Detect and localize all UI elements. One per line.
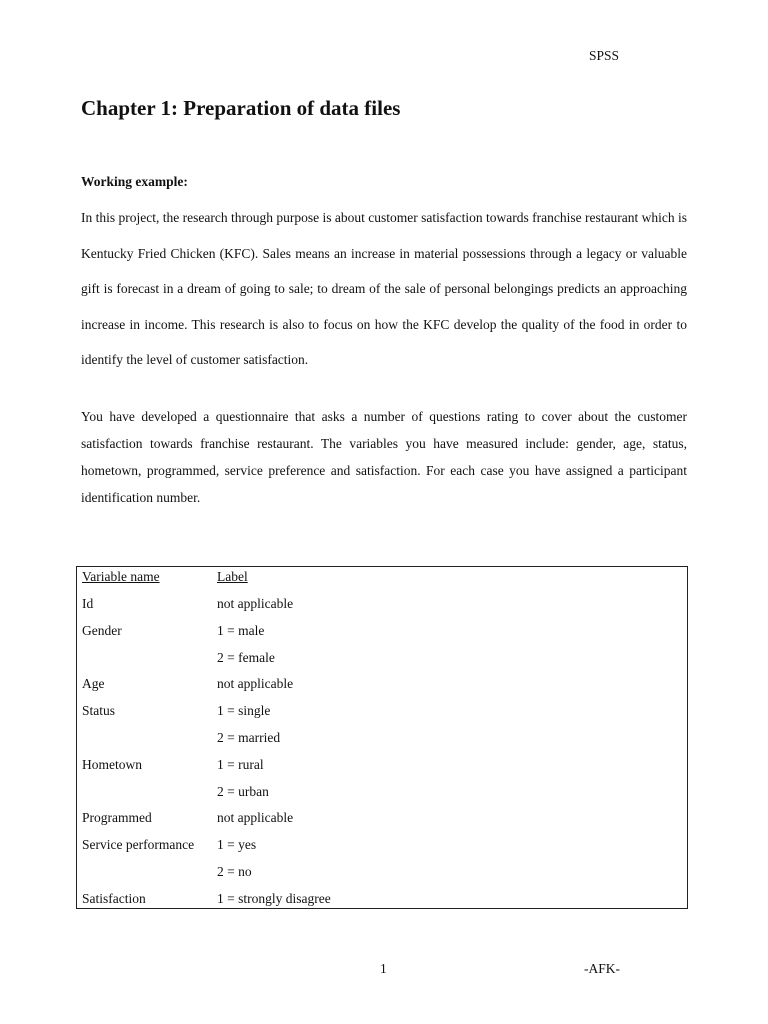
- header-label: Label: [217, 569, 248, 584]
- variable-name-cell: Gender: [82, 622, 122, 638]
- intro-paragraph: In this project, the research through purpose is about customer satisfaction towards franchise restaurant which is Kentucky Fried Chicken (KFC). Sales means an increase in material possessions through a legacy or valuable gift is forecast in a dream of going to sale; to dream of the sale of personal belongings predicts an approaching increase in income. This research is also to focus on how the KFC develop the quality of the food in order to identify the level of customer satisfaction.: [81, 210, 687, 368]
- variable-name-cell: Hometown: [82, 756, 142, 772]
- working-example-heading: Working example:: [81, 174, 188, 189]
- questionnaire-paragraph: You have developed a questionnaire that asks a number of questions rating to cover about the customer satisfaction towards franchise restaurant. The variables you have measured include: gender, age, status, hometown, programmed, service preference and satisfaction. For each case you have assigned a participant identification number.: [81, 409, 687, 505]
- variable-label-cell: 2 = urban: [217, 783, 269, 799]
- chapter-title: Chapter 1: Preparation of data files: [81, 96, 401, 120]
- variable-label-cell: 2 = female: [217, 649, 275, 665]
- variable-name-cell: Satisfaction: [82, 890, 146, 906]
- variable-name-cell: Id: [82, 596, 94, 611]
- variable-name-cell: Age: [82, 676, 105, 692]
- page-number: 1: [380, 961, 387, 976]
- variable-name-cell: Programmed: [82, 810, 152, 826]
- variable-label-cell: 2 = married: [217, 730, 281, 745]
- header-variable-name: Variable name: [82, 569, 160, 584]
- variable-label-cell: 1 = yes: [217, 837, 257, 853]
- variable-label-cell: 1 = single: [217, 703, 271, 719]
- variable-label-cell: 1 = rural: [217, 756, 264, 772]
- variable-label-cell: 2 = no: [217, 864, 252, 879]
- variable-label-cell: not applicable: [217, 596, 294, 611]
- variable-label-cell: 1 = male: [217, 622, 265, 638]
- variable-label-cell: not applicable: [217, 810, 294, 826]
- variable-name-cell: Service performance: [82, 837, 195, 853]
- running-header: SPSS: [589, 48, 620, 63]
- variable-label-cell: not applicable: [217, 676, 294, 692]
- variable-name-cell: Status: [82, 703, 116, 719]
- variable-label-cell: 1 = strongly disagree: [217, 890, 331, 906]
- footer-initials: -AFK-: [584, 961, 620, 976]
- variable-table: [76, 566, 688, 909]
